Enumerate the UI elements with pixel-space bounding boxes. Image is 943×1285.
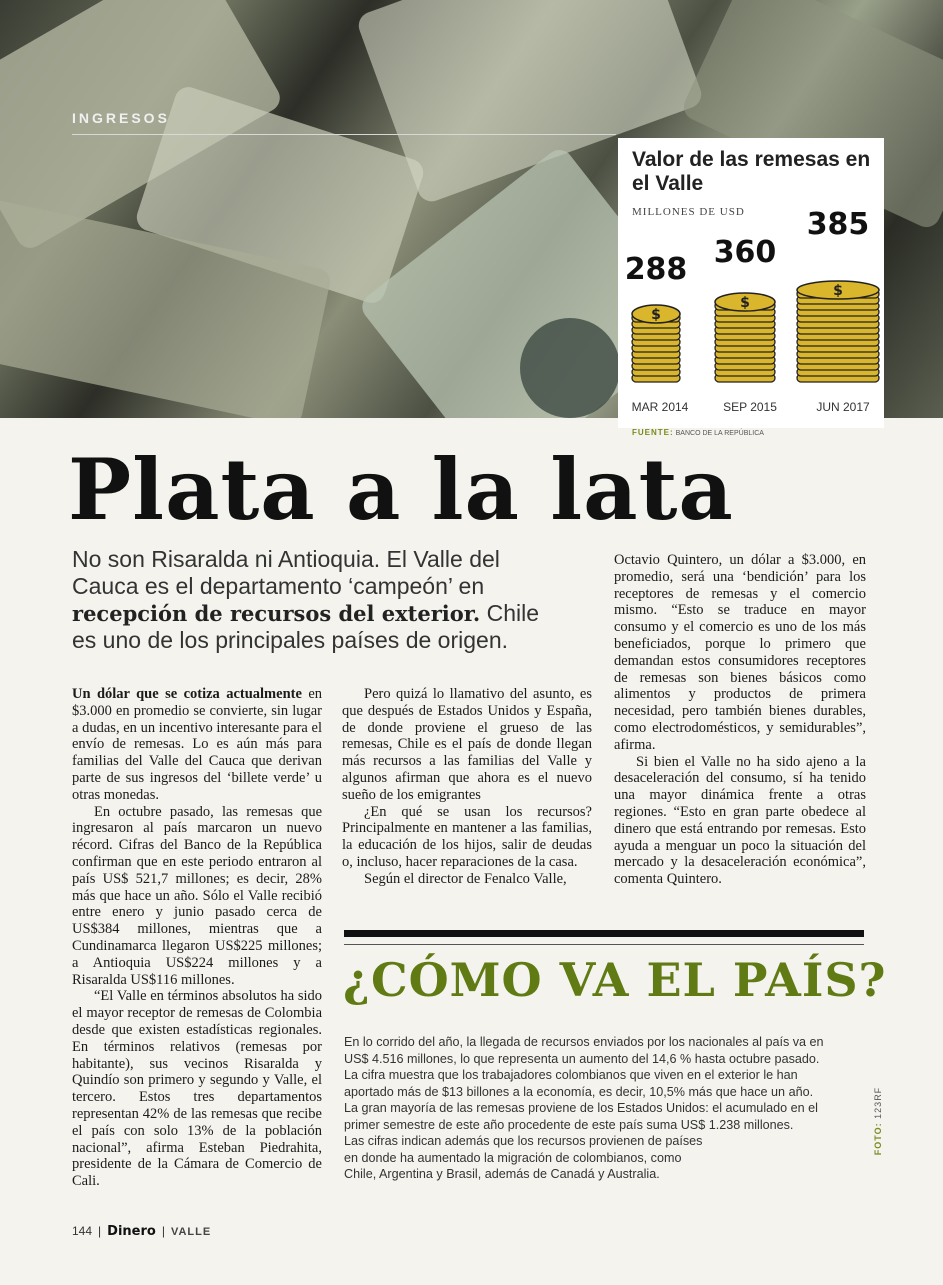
box-line: primer semestre de este año procedente de este país suma US$ 1.238 millones. (344, 1117, 794, 1132)
body-paragraph: “El Valle en términos absolutos ha sido el mayor receptor de remesas de Colombia desde que existen estadísticas regionales. En términos relativos (remesas por habitante), sus vecinos Risaralda y Quindío son primero y segundo y Valle, el tercero. Estos tres departamentos representan 42% de las remesas que recibe el país con solo 13% de la población nacional”, afirma Esteban Piedrahita, presidente de la Cámara de Comercio de Cali. (72, 988, 322, 1190)
box-line: La gran mayoría de las remesas proviene de los Estados Unidos: el acumulado en el (344, 1101, 818, 1115)
body-column-2 (342, 686, 592, 888)
dollar-sign-icon: $ (833, 283, 843, 299)
lede-bold: recepción de recursos del exterior. (72, 601, 481, 626)
body-paragraph: Según el director de Fenalco Valle, (364, 870, 567, 887)
lede (72, 546, 544, 654)
coin-stack (625, 252, 689, 414)
value-label: 360 (713, 235, 777, 270)
seal-shape (520, 318, 620, 418)
body-paragraph: ¿En qué se usan los recursos? Principalmente en mantener a las familias, la educación de los hijos, salir de deudas o, incluso, hacer reparaciones de la casa. (342, 803, 592, 870)
body-column-1 (72, 686, 322, 1190)
dollar-sign-icon: $ (651, 307, 661, 323)
section-rule (72, 134, 616, 135)
period-label: SEP 2015 (723, 400, 777, 414)
folio-section: VALLE (170, 1226, 212, 1238)
box-title: ¿CÓMO VA EL PAÍS? (343, 953, 887, 1007)
source-label: FUENTE: (632, 428, 674, 437)
box-text (344, 1034, 864, 1183)
body-paragraph: Pero quizá lo llamativo del asunto, es que después de Estados Unidos y España, de donde proviene el grueso de las remesas, Chile es el país de donde llegan más recursos a las familias del Valle y algunos afirman que ahora es el nuevo sueño de los emigrantes (342, 686, 592, 803)
lede-part2: Chile es uno de los principales países de origen. (72, 600, 540, 653)
dollar-sign-icon: $ (740, 295, 750, 311)
lead-in: Un dólar que se cotiza actualmente (72, 686, 302, 702)
lede-part1: No son Risaralda ni Antioquia. El Valle del Cauca es el departamento ‘campeón’ en (72, 546, 500, 599)
body-column-3 (614, 552, 866, 888)
headline: Plata a la lata (68, 440, 734, 539)
box-line: Las cifras indican además que los recursos provienen de países (344, 1134, 703, 1148)
box-rule-thick (344, 930, 864, 937)
coin-stack (797, 207, 879, 414)
photo-credit-label: FOTO: (873, 1122, 884, 1156)
photo-credit-value: 123RF (873, 1086, 884, 1119)
photo-credit (870, 1086, 890, 1160)
box-line: en donde ha aumentado la migración de colombianos, como (344, 1150, 682, 1165)
coin-stack (714, 235, 778, 414)
infographic-source (632, 428, 764, 437)
period-label: JUN 2017 (816, 400, 870, 414)
section-tag: INGRESOS (72, 110, 170, 126)
box-rule-thin (344, 944, 864, 945)
box-line: La cifra muestra que los trabajadores colombianos que viven en el exterior le han (344, 1068, 798, 1082)
body-paragraph (72, 686, 322, 804)
paragraph-text: en $3.000 en promedio se convierte, sin lugar a dudas, en un incentivo interesante para el envío de remesas. Lo es aún más para familias del Valle del Cauca que derivan parte de sus ingresos del ‘billete verde’ u otras monedas. (72, 686, 322, 803)
box-line: aportado más de $13 billones a la economía, es decir, 10,5% más que hace un año. (344, 1084, 814, 1099)
page-number: 144 (72, 1224, 93, 1238)
coin-stacks (618, 138, 884, 428)
source-text: BANCO DE LA REPÚBLICA (675, 430, 764, 437)
body-paragraph: En octubre pasado, las remesas que ingresaron al país marcaron un nuevo récord. Cifras del Banco de la República confirman que en este periodo entraron al país US$ 521,7 millones; es decir, 28% más que hace un año. Sólo el Valle recibió entre enero y junio pasado cerca de US$384 millones, mientras que a Cundinamarca llegaron US$225 millones; a Antioquia US$224 millones y a Risaralda US$116 millones. (72, 803, 322, 988)
remesas-infographic (618, 138, 884, 428)
page-folio: 144 | Dinero | VALLE (72, 1224, 212, 1239)
box-line: Chile, Argentina y Brasil, además de Canadá y Australia. (344, 1167, 660, 1181)
period-label: MAR 2014 (631, 400, 689, 414)
box-line: US$ 4.516 millones, lo que representa un aumento del 14,6 % hasta octubre pasado. (344, 1051, 820, 1066)
magazine-brand: Dinero (107, 1224, 156, 1239)
body-paragraph: Octavio Quintero, un dólar a $3.000, en promedio, será una ‘bendición’ para los receptores de remesas y el comercio mismo. “Esto se traduce en mayor consumo y el comercio es uno de los más beneficiados, porque lo primero que demandan estos consumidores receptores de remesas son bienes básicos como alimentos y productos de primera necesidad, pero también bienes durables, como electrodomésticos, y semidurables”, afirma. (614, 552, 866, 753)
value-label: 288 (624, 252, 688, 287)
body-paragraph: Si bien el Valle no ha sido ajeno a la desaceleración del consumo, sí ha tenido una mayor dinámica frente a otras regiones. “Esto en gran parte obedece al dinero que está entrando por remesas. Esto ayuda a menguar un poco la situación del mercado y la desaceleración económica”, comenta Quintero. (614, 753, 866, 888)
infographic-title: Valor de las remesas en el Valle (632, 148, 871, 195)
box-line: En lo corrido del año, la llegada de recursos enviados por los nacionales al país va en (344, 1035, 824, 1049)
value-label: 385 (806, 207, 870, 242)
infographic-units: MILLONES DE USD (632, 206, 745, 218)
